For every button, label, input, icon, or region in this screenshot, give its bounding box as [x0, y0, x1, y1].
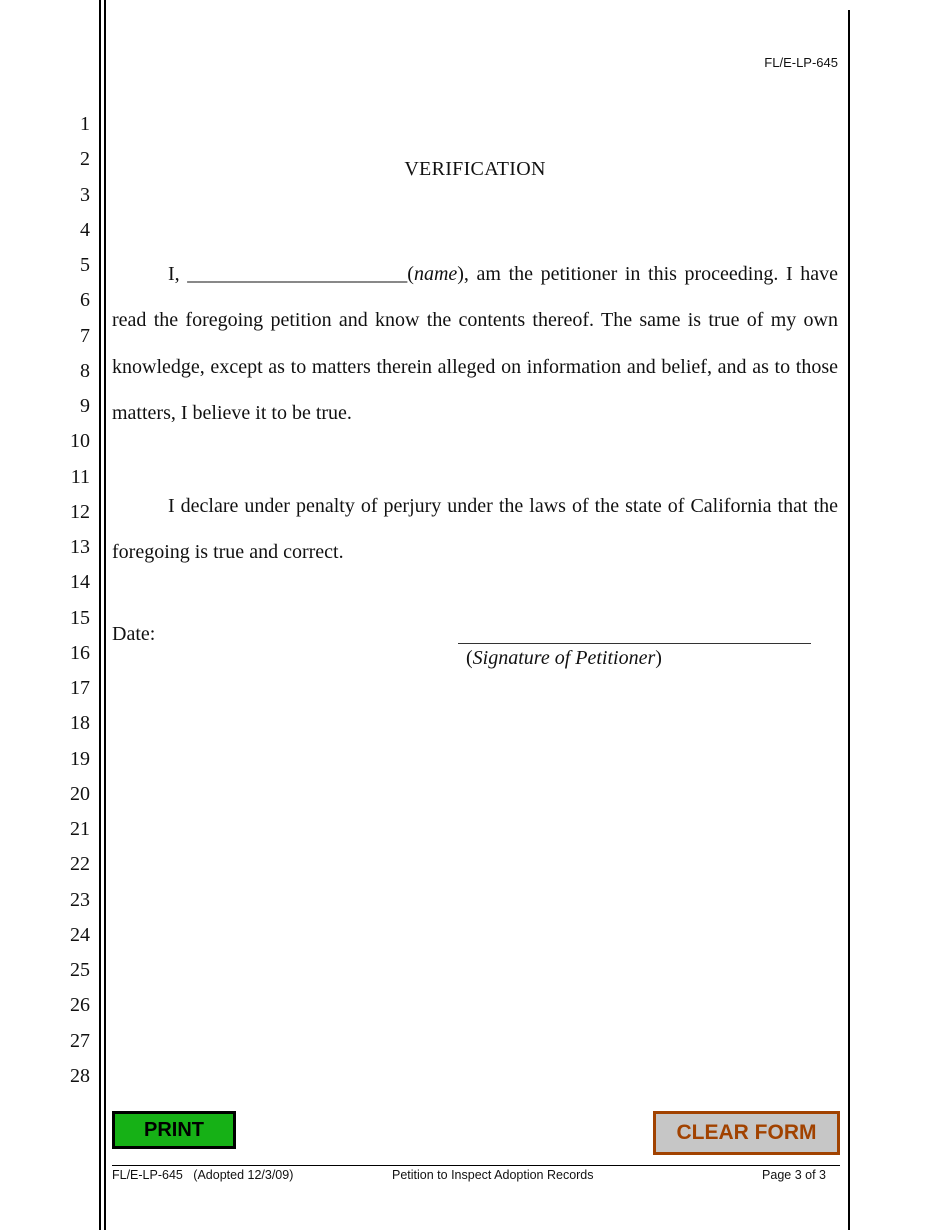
line-number: 16 — [70, 641, 90, 664]
left-margin-rule-inner — [104, 0, 106, 1230]
declaration-paragraph — [112, 483, 838, 576]
footer-page-number: Page 3 of 3 — [762, 1168, 826, 1182]
line-number: 11 — [70, 465, 90, 488]
line-number: 26 — [70, 994, 90, 1017]
signature-caption-text: Signature of Petitioner — [472, 647, 656, 669]
print-button[interactable]: PRINT — [112, 1111, 236, 1149]
footer-title: Petition to Inspect Adoption Records — [392, 1168, 594, 1182]
verification-intro: I, — [168, 263, 188, 285]
verification-paragraph: I, ______________________(name), am the petitioner in this proceeding. I have read the foregoing petition and know the contents thereof. The same is true of my own knowledge, except as to matters therein alleged on information and belief, and as to those matters, I believe it to be true. — [112, 263, 838, 425]
right-margin-rule — [848, 10, 850, 1230]
line-number: 1 — [80, 113, 90, 135]
line-number: 9 — [80, 395, 90, 417]
line-number: 2 — [80, 148, 90, 171]
name-label: name — [413, 263, 458, 285]
line-number: 15 — [70, 606, 90, 629]
date-label: Date: — [112, 623, 156, 645]
line-number: 27 — [70, 1029, 90, 1052]
line-number: 18 — [70, 712, 90, 735]
declaration-text: I declare under penalty of perjury under the laws of the state of California that the foregoing is true and correct. — [112, 495, 838, 564]
line-number: 7 — [80, 324, 90, 347]
name-blank[interactable]: ______________________ — [187, 263, 408, 285]
line-number: 23 — [70, 888, 90, 911]
line-number: 6 — [80, 289, 90, 312]
footer-rule — [112, 1165, 840, 1166]
clear-form-button[interactable]: CLEAR FORM — [653, 1111, 840, 1155]
line-number: 14 — [70, 571, 90, 594]
line-number: 19 — [70, 747, 90, 770]
line-number: 24 — [70, 923, 90, 946]
line-number: 25 — [70, 959, 90, 981]
signature-caption: (Signature of Petitioner) — [466, 647, 662, 669]
line-number: 4 — [80, 218, 90, 241]
line-number: 3 — [80, 183, 90, 206]
signature-line[interactable] — [458, 643, 811, 644]
line-number: 12 — [70, 500, 90, 523]
footer-form-info: FL/E-LP-645 (Adopted 12/3/09) — [112, 1168, 294, 1182]
line-number: 8 — [80, 359, 90, 382]
line-number: 17 — [70, 677, 90, 699]
line-number: 22 — [70, 853, 90, 876]
line-number: 20 — [70, 782, 90, 805]
form-code-header: FL/E-LP-645 — [764, 55, 838, 70]
left-margin-rule-outer — [99, 0, 101, 1230]
verification-rest: ), am the petitioner in this proceeding. I have read the foregoing petition and know the contents thereof. The same is true of my own knowledge, except as to matters therein alleged on information and belief, and as to those matters, I believe it to be true. — [112, 263, 838, 425]
line-number: 28 — [70, 1064, 90, 1087]
line-number: 13 — [70, 536, 90, 558]
line-number: 21 — [70, 818, 90, 840]
line-number: 10 — [70, 430, 90, 453]
line-number: 5 — [80, 254, 90, 276]
page-title: VERIFICATION — [404, 158, 546, 180]
